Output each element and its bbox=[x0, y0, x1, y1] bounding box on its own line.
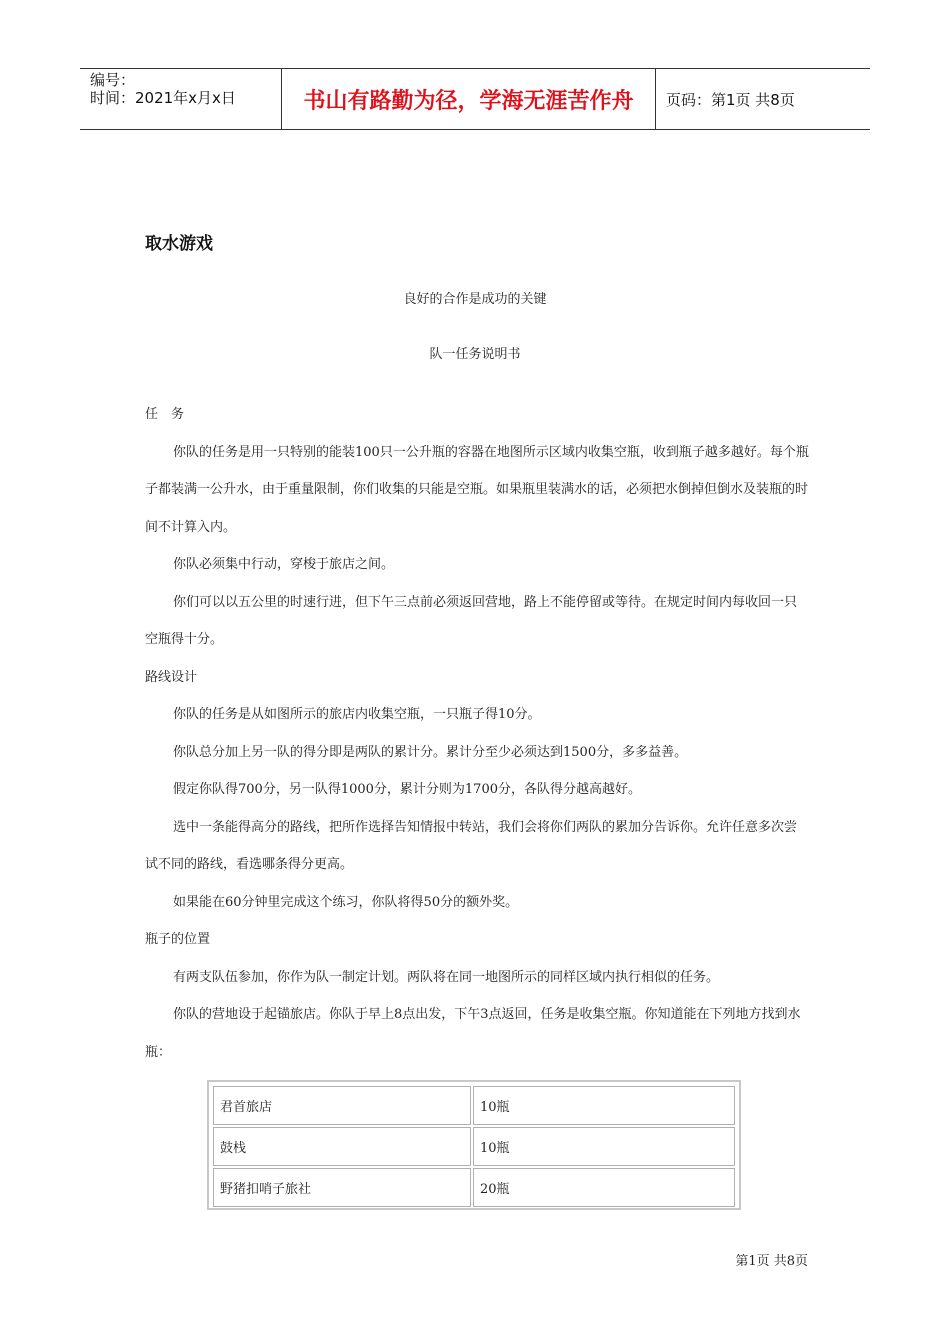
paragraph: 如果能在60分钟里完成这个练习，你队将得50分的额外奖。 bbox=[173, 894, 519, 910]
table-cell-count: 10瓶 bbox=[473, 1086, 735, 1125]
header-slogan: 书山有路勤为径，学海无涯苦作舟 bbox=[282, 69, 656, 129]
paragraph: 你队总分加上另一队的得分即是两队的累计分。累计分至少必须达到1500分，多多益善。 bbox=[173, 744, 688, 760]
section-heading: 瓶子的位置 bbox=[145, 932, 211, 947]
paragraph: 你们可以以五公里的时速行进，但下午三点前必须返回营地，路上不能停留或等待。在规定时间内每收回一只空瓶得十分。 bbox=[145, 594, 798, 647]
time-label: 时间：2021年x月x日 bbox=[90, 89, 236, 107]
bottle-location-table bbox=[207, 1080, 741, 1210]
section-heading: 路线设计 bbox=[145, 669, 198, 685]
page-footer: 第1页 共8页 bbox=[735, 1254, 808, 1269]
table-row bbox=[213, 1127, 735, 1166]
table-cell-count: 20瓶 bbox=[473, 1168, 735, 1207]
section-heading: 任 务 bbox=[145, 407, 185, 422]
number-label: 编号： bbox=[90, 71, 136, 89]
table-row bbox=[213, 1168, 735, 1207]
doc-name: 队一任务说明书 bbox=[429, 347, 521, 362]
header-meta bbox=[80, 69, 282, 129]
paragraph: 选中一条能得高分的路线，把所作选择告知情报中转站，我们会将你们两队的累加分告诉你。允许任意多次尝试不同的路线，看选哪条得分更高。 bbox=[145, 819, 798, 872]
doc-title: 取水游戏 bbox=[145, 234, 213, 254]
doc-body bbox=[145, 396, 809, 1071]
table-cell-count: 10瓶 bbox=[473, 1127, 735, 1166]
table-cell-location: 君首旅店 bbox=[213, 1086, 471, 1125]
table-row bbox=[213, 1086, 735, 1125]
doc-subtitle: 良好的合作是成功的关键 bbox=[403, 292, 547, 307]
paragraph: 你队必须集中行动，穿梭于旅店之间。 bbox=[173, 557, 395, 572]
paragraph: 你队的任务是用一只特别的能装100只一公升瓶的容器在地图所示区域内收集空瓶，收到瓶子越多越好。每个瓶子都装满一公升水，由于重量限制，你们收集的只能是空瓶。如果瓶里装满水的话，必须把水倒掉但倒水及装瓶的时间不计算入内。 bbox=[145, 444, 809, 535]
paragraph: 你队的营地设于起锚旅店。你队于早上8点出发，下午3点返回，任务是收集空瓶。你知道能在下列地方找到水瓶： bbox=[145, 1007, 801, 1060]
paragraph: 你队的任务是从如图所示的旅店内收集空瓶，一只瓶子得10分。 bbox=[173, 707, 541, 722]
page-header bbox=[80, 68, 870, 130]
table-cell-location: 野猪扣哨子旅社 bbox=[213, 1168, 471, 1207]
paragraph: 有两支队伍参加，你作为队一制定计划。两队将在同一地图所示的同样区域内执行相似的任务。 bbox=[173, 969, 720, 985]
header-page-info: 页码：第1页 共8页 bbox=[666, 90, 795, 109]
paragraph: 假定你队得700分，另一队得1000分，累计分则为1700分，各队得分越高越好。 bbox=[173, 782, 641, 797]
table-cell-location: 鼓栈 bbox=[213, 1127, 471, 1166]
